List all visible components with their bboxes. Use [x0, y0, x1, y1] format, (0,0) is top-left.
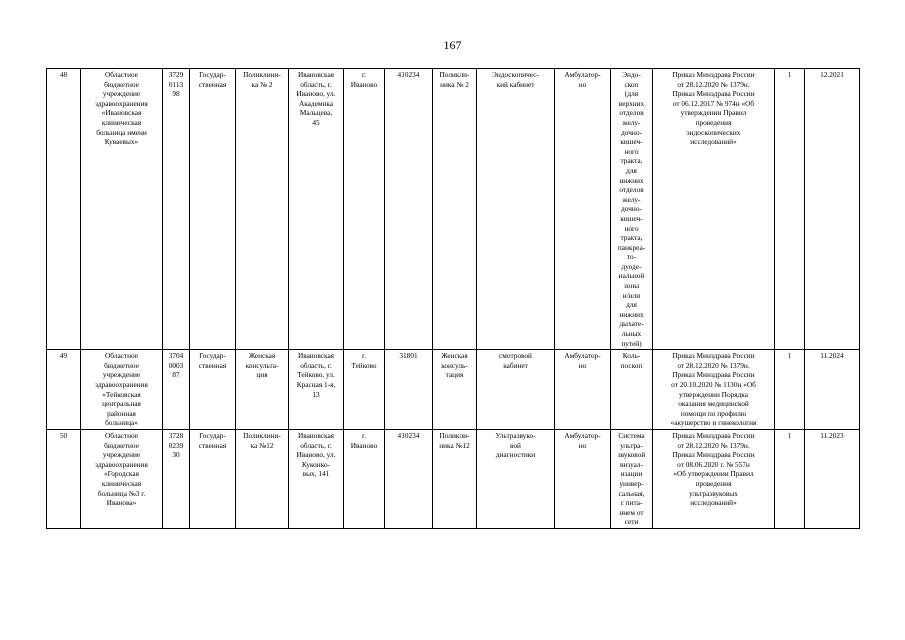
- equipment-cell: [611, 350, 653, 430]
- cell-line: Ивановская: [297, 351, 335, 361]
- cell-line: Государ-: [199, 70, 226, 79]
- cell-line: 1: [787, 351, 792, 361]
- cell-line: визуал-: [619, 459, 643, 469]
- address-cell: [289, 69, 344, 350]
- cell-line: здравоохранения: [95, 459, 148, 469]
- department-cell: [433, 350, 477, 430]
- cell-line: но: [578, 79, 587, 89]
- cell-line: ка № 2: [251, 79, 273, 89]
- cell-line: от 28.12.2020 № 1379н.: [677, 360, 750, 370]
- cell-line: изации: [620, 469, 643, 479]
- address-cell: [289, 350, 344, 430]
- cell-line: Ивановская: [297, 70, 335, 79]
- cell-line: проведения: [695, 478, 732, 488]
- cell-line: 87: [172, 370, 180, 380]
- cell-line: бюджетное: [104, 360, 139, 370]
- cell-line: 49: [59, 351, 68, 361]
- cell-line: но: [578, 360, 587, 370]
- cell-line: кий кабинет: [496, 79, 535, 89]
- care-condition-cell: [555, 350, 611, 430]
- order-cell: [653, 429, 775, 528]
- cell-line: г.: [362, 70, 366, 79]
- cell-line: с пита-: [620, 498, 643, 508]
- cell-line: Областное: [105, 70, 138, 79]
- city-cell: [344, 429, 385, 528]
- cell-line: «Ивановская: [101, 108, 142, 118]
- room-cell: [477, 429, 555, 528]
- cell-line: 50: [59, 430, 68, 440]
- cell-line: Амбулатор-: [564, 70, 601, 79]
- equipment-cell: [611, 69, 653, 350]
- table-row: [47, 429, 860, 528]
- cell-line: центральная: [102, 399, 141, 409]
- quantity-cell: [775, 429, 805, 528]
- cell-line: сальная,: [618, 488, 645, 498]
- cell-line: нием от: [619, 507, 644, 517]
- cell-line: Амбулатор-: [564, 430, 601, 440]
- cell-line: дуоде-: [621, 261, 642, 271]
- cell-line: но: [578, 440, 587, 450]
- cell-line: Поликлини-: [243, 430, 281, 440]
- cell-line: утверждении Порядка: [679, 389, 748, 399]
- quantity-cell: [775, 69, 805, 350]
- cell-line: Иваново: [350, 79, 378, 89]
- cell-line: область, г.: [300, 360, 332, 370]
- cell-line: Коль-: [622, 351, 641, 361]
- cell-line: Куконко-: [302, 459, 330, 469]
- ownership-cell: [190, 69, 236, 350]
- cell-line: Приказ Минздрава России: [672, 430, 755, 440]
- date-cell: [805, 69, 860, 350]
- cell-line: Тейково: [351, 360, 377, 370]
- cell-line: сети: [624, 517, 639, 527]
- cell-line: Приказ Минздрава России: [672, 450, 755, 460]
- cell-line: звуковой: [617, 450, 646, 460]
- cell-line: ственная: [198, 440, 227, 450]
- cell-line: тракта,: [620, 233, 643, 243]
- cell-line: учреждение: [102, 450, 141, 460]
- cell-line: и/или: [622, 290, 641, 300]
- cell-line: 11.2024: [820, 351, 844, 361]
- cell-line: от 20.10.2020 № 1130н «Об: [671, 380, 756, 389]
- cell-line: 3729: [168, 70, 184, 79]
- cell-line: от 08.06.2020 г. № 557н: [677, 459, 750, 469]
- unit-cell: [236, 69, 289, 350]
- inn-cell: [163, 69, 190, 350]
- cell-line: помощи по профилю: [680, 408, 747, 418]
- cell-line: область, г.: [300, 440, 332, 450]
- cell-line: тракта,: [620, 156, 643, 166]
- cell-line: ультра-: [620, 440, 643, 450]
- cell-line: 3728: [168, 430, 184, 440]
- cell-line: больница имени: [96, 127, 147, 137]
- cell-line: Тейково, ул.: [297, 370, 335, 380]
- cell-line: от 06.12.2017 № 974н «Об: [672, 98, 755, 108]
- cell-line: Мальцева,: [299, 108, 333, 118]
- cell-line: консульта-: [245, 360, 279, 370]
- cell-line: от 28.12.2020 № 1379н.: [677, 440, 750, 450]
- cell-line: больница №3 г.: [97, 488, 146, 498]
- cell-line: кабинет: [503, 360, 528, 370]
- row-number-cell: [47, 350, 81, 430]
- cell-line: Приказ Минздрава России: [672, 70, 755, 79]
- cell-line: Поликлини-: [243, 70, 281, 79]
- room-cell: [477, 69, 555, 350]
- quantity-cell: [775, 350, 805, 430]
- cell-line: 45: [312, 117, 320, 127]
- cell-line: «Городская: [104, 469, 139, 479]
- cell-line: Иванова»: [106, 498, 137, 508]
- cell-line: дочно-: [621, 127, 642, 137]
- organization-cell: [81, 69, 163, 350]
- cell-line: кишеч-: [620, 137, 643, 147]
- care-condition-cell: [555, 429, 611, 528]
- cell-line: 1: [787, 70, 792, 79]
- cell-line: ция: [256, 370, 268, 380]
- oktmo-code-cell: [385, 429, 433, 528]
- cell-line: дочно-: [621, 204, 642, 214]
- cell-line: Иваново: [350, 440, 378, 450]
- cell-line: Областное: [105, 351, 138, 361]
- cell-line: путей): [621, 338, 642, 348]
- cell-line: Куваевых»: [104, 137, 139, 147]
- cell-line: «Тейковская: [102, 389, 141, 399]
- cell-line: вых, 141: [302, 469, 330, 479]
- cell-line: отделов: [619, 108, 644, 118]
- unit-cell: [236, 429, 289, 528]
- cell-line: льных: [621, 329, 642, 339]
- cell-line: Академика: [298, 98, 334, 108]
- cell-line: ника № 2: [440, 79, 469, 89]
- cell-line: ственная: [198, 79, 227, 89]
- cell-line: Иваново, ул.: [296, 450, 336, 460]
- cell-line: учреждение: [102, 89, 141, 99]
- cell-line: Эндо-: [622, 70, 641, 79]
- cell-line: Приказ Минздрава России: [672, 89, 755, 99]
- cell-line: 13: [312, 389, 320, 399]
- equipment-registry-table: [46, 68, 860, 529]
- ownership-cell: [190, 429, 236, 528]
- cell-line: нальной: [618, 271, 645, 281]
- cell-line: здравоохранения: [95, 98, 148, 108]
- cell-line: бюджетное: [104, 79, 139, 89]
- oktmo-code-cell: [385, 350, 433, 430]
- department-cell: [433, 69, 477, 350]
- cell-line: Приказ Минздрава России: [672, 370, 755, 380]
- page-number: 167: [443, 38, 462, 52]
- cell-line: 0003: [168, 360, 184, 370]
- cell-line: ного: [624, 223, 639, 233]
- city-cell: [344, 69, 385, 350]
- room-cell: [477, 350, 555, 430]
- cell-line: ка №12: [250, 440, 274, 450]
- cell-line: Государ-: [199, 351, 226, 361]
- cell-line: диагностики: [495, 450, 536, 460]
- cell-line: 30: [172, 450, 180, 460]
- row-number-cell: [47, 429, 81, 528]
- cell-line: исследований»: [690, 498, 737, 508]
- cell-line: Приказ Минздрава России: [672, 351, 755, 361]
- cell-line: здравоохранения: [95, 380, 148, 389]
- cell-line: районная: [107, 408, 136, 418]
- cell-line: исследований»: [690, 137, 737, 147]
- cell-line: Ивановская: [297, 430, 335, 440]
- cell-line: универ-: [619, 478, 644, 488]
- cell-line: клиническая: [101, 117, 142, 127]
- cell-line: вой: [510, 440, 521, 450]
- cell-line: эндоскопических: [686, 127, 741, 137]
- cell-line: нижних: [619, 175, 644, 185]
- cell-line: Ультразвуко-: [495, 430, 536, 440]
- cell-line: г.: [362, 351, 366, 361]
- cell-line: 410234: [397, 70, 420, 79]
- department-cell: [433, 429, 477, 528]
- date-cell: [805, 429, 860, 528]
- order-cell: [653, 69, 775, 350]
- cell-line: желу-: [622, 117, 641, 127]
- cell-line: (для: [624, 89, 639, 99]
- city-cell: [344, 350, 385, 430]
- cell-line: кишеч-: [620, 213, 643, 223]
- cell-line: 11.2023: [820, 430, 844, 440]
- cell-line: ника №12: [439, 440, 470, 450]
- cell-line: для: [626, 300, 637, 310]
- ownership-cell: [190, 350, 236, 430]
- cell-line: смотровой: [499, 351, 532, 361]
- cell-line: для: [626, 165, 637, 175]
- cell-line: верхних: [618, 98, 645, 108]
- cell-line: от 28.12.2020 № 1379н.: [677, 79, 750, 89]
- cell-line: 1: [787, 430, 792, 440]
- cell-line: оказания медицинской: [678, 399, 749, 409]
- cell-line: 3704: [168, 351, 184, 361]
- equipment-cell: [611, 429, 653, 528]
- organization-cell: [81, 429, 163, 528]
- cell-line: скоп: [624, 79, 639, 89]
- cell-line: дыхате-: [619, 319, 644, 329]
- cell-line: область, г.: [300, 79, 332, 89]
- cell-line: «акушерство и гинекология: [670, 418, 757, 428]
- inn-cell: [163, 429, 190, 528]
- cell-line: больница»: [105, 418, 138, 428]
- cell-line: 12.2021: [820, 70, 844, 79]
- date-cell: [805, 350, 860, 430]
- cell-line: 0239: [168, 440, 184, 450]
- cell-line: 98: [172, 89, 180, 99]
- order-cell: [653, 350, 775, 430]
- cell-line: утверждении Правил: [680, 108, 747, 118]
- cell-line: консуль-: [441, 360, 468, 370]
- cell-line: зоны: [623, 281, 640, 291]
- cell-line: ультразвуковых: [689, 488, 738, 498]
- cell-line: 48: [59, 70, 68, 79]
- unit-cell: [236, 350, 289, 430]
- inn-cell: [163, 350, 190, 430]
- cell-line: г.: [362, 430, 366, 440]
- cell-line: Женская: [248, 351, 276, 361]
- cell-line: отделов: [619, 185, 644, 195]
- cell-line: клиническая: [101, 478, 142, 488]
- cell-line: желу-: [622, 194, 641, 204]
- cell-line: Поликли-: [439, 70, 470, 79]
- table-row: [47, 350, 860, 430]
- cell-line: Система: [618, 430, 645, 440]
- cell-line: Областное: [105, 430, 138, 440]
- cell-line: «Об утверждении Правил: [673, 469, 754, 479]
- organization-cell: [81, 350, 163, 430]
- cell-line: Поликли-: [439, 430, 470, 440]
- address-cell: [289, 429, 344, 528]
- cell-line: панкреа-: [617, 242, 646, 252]
- cell-line: тация: [445, 370, 464, 380]
- cell-line: Красная 1-я,: [296, 380, 336, 389]
- cell-line: бюджетное: [104, 440, 139, 450]
- cell-line: Государ-: [199, 430, 226, 440]
- cell-line: учреждение: [102, 370, 141, 380]
- cell-line: ственная: [198, 360, 227, 370]
- cell-line: поскоп: [620, 360, 643, 370]
- cell-line: 0113: [168, 79, 184, 89]
- cell-line: 31801: [399, 351, 418, 361]
- cell-line: то-: [626, 252, 637, 262]
- oktmo-code-cell: [385, 69, 433, 350]
- cell-line: Эндоскопичес-: [492, 70, 539, 79]
- cell-line: проведения: [695, 117, 732, 127]
- row-number-cell: [47, 69, 81, 350]
- cell-line: 410234: [397, 430, 420, 440]
- table-row: [47, 69, 860, 350]
- cell-line: Амбулатор-: [564, 351, 601, 361]
- cell-line: Женская: [441, 351, 468, 361]
- cell-line: нижних: [619, 309, 644, 319]
- care-condition-cell: [555, 69, 611, 350]
- cell-line: Иваново, ул.: [296, 89, 336, 99]
- cell-line: ного: [624, 146, 639, 156]
